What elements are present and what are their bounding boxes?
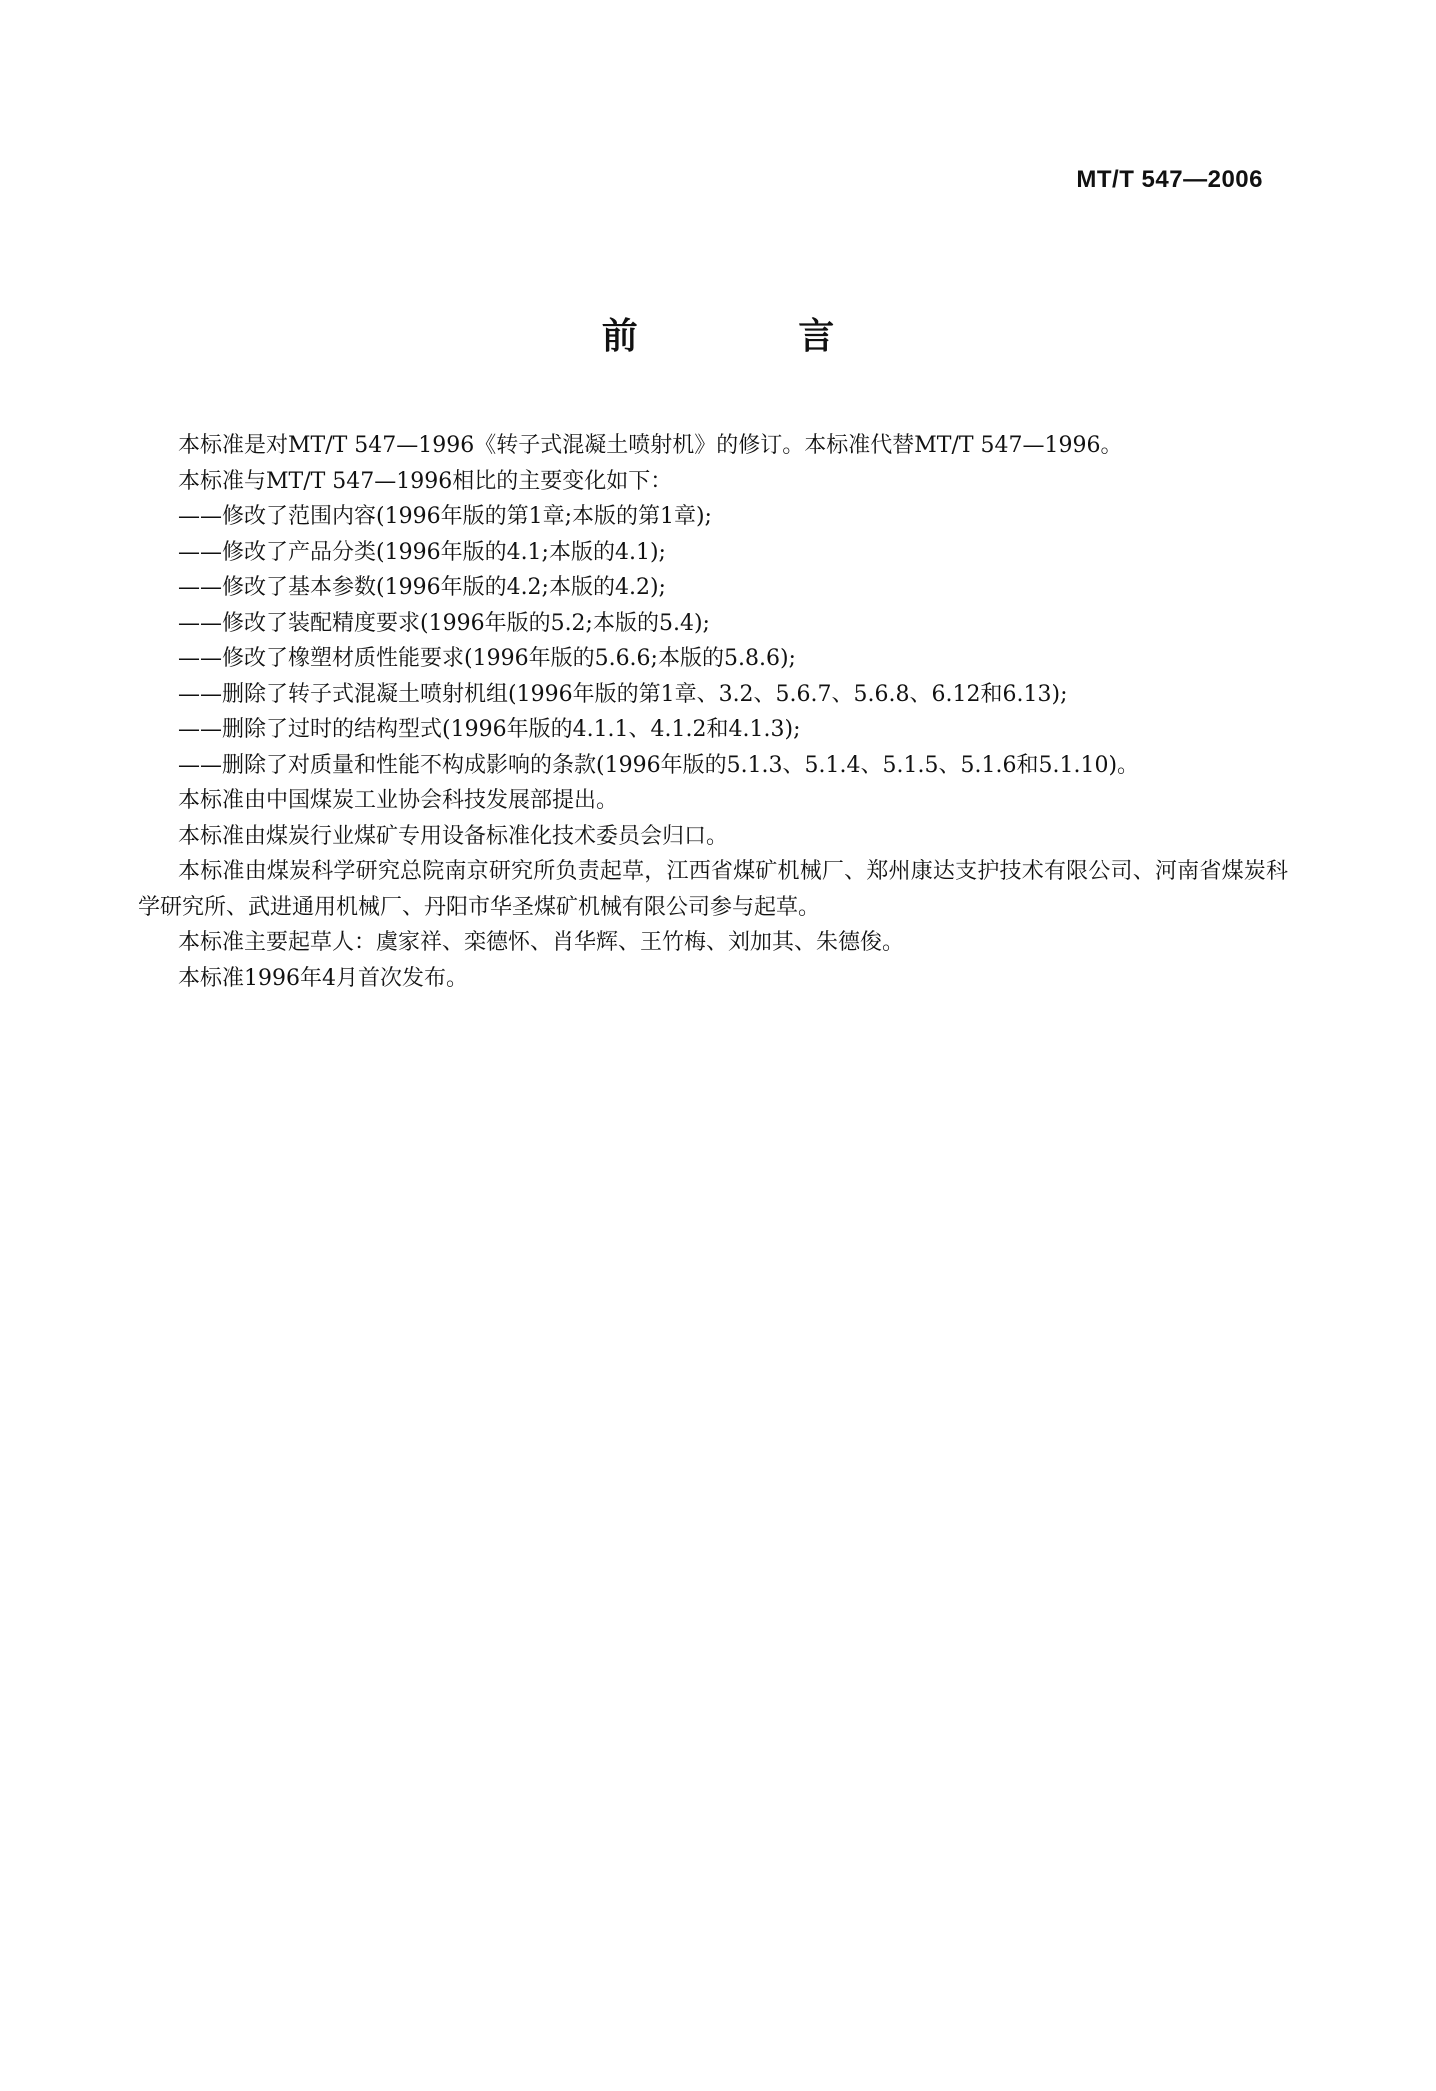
first-issued: 本标准1996年4月首次发布。 xyxy=(178,965,468,991)
managed-by: 本标准由煤炭行业煤矿专用设备标准化技术委员会归口。 xyxy=(178,823,729,849)
page-title: 前 言 xyxy=(601,316,909,357)
foreword-body xyxy=(138,428,1288,996)
main-drafters: 本标准主要起草人：虞家祥、栾德怀、肖华辉、王竹梅、刘加其、朱德俊。 xyxy=(178,930,905,955)
change-item: ——修改了装配精度要求(1996年版的5.2;本版的5.4); xyxy=(178,610,710,636)
change-item: ——删除了过时的结构型式(1996年版的4.1.1、4.1.2和4.1.3); xyxy=(178,717,801,742)
drafted-by: 本标准由煤炭科学研究总院南京研究所负责起草，江西省煤矿机械厂、郑州康达支护技术有限公司、河南省煤炭科学研究所、武进通用机械厂、丹阳市华圣煤矿机械有限公司参与起草。 xyxy=(138,859,1288,920)
change-item: ——修改了产品分类(1996年版的4.1;本版的4.1); xyxy=(178,539,666,565)
changes-intro: 本标准与MT/T 547—1996相比的主要变化如下： xyxy=(178,468,673,494)
change-item: ——删除了对质量和性能不构成影响的条款(1996年版的5.1.3、5.1.4、5.1.5、5.1.6和5.1.10)。 xyxy=(178,752,1140,778)
document-number: MT/T 547—2006 xyxy=(1076,166,1263,193)
revision-statement: 本标准是对MT/T 547—1996《转子式混凝土喷射机》的修订。本标准代替MT/T 547—1996。 xyxy=(178,433,1123,458)
proposed-by: 本标准由中国煤炭工业协会科技发展部提出。 xyxy=(178,788,619,813)
change-item: ——修改了橡塑材质性能要求(1996年版的5.6.6;本版的5.8.6); xyxy=(178,646,796,671)
change-item: ——删除了转子式混凝土喷射机组(1996年版的第1章、3.2、5.6.7、5.6.8、6.12和6.13); xyxy=(178,681,1068,707)
changes-list xyxy=(138,499,1288,783)
change-item: ——修改了基本参数(1996年版的4.2;本版的4.2); xyxy=(178,575,666,600)
change-item: ——修改了范围内容(1996年版的第1章;本版的第1章); xyxy=(178,504,712,529)
